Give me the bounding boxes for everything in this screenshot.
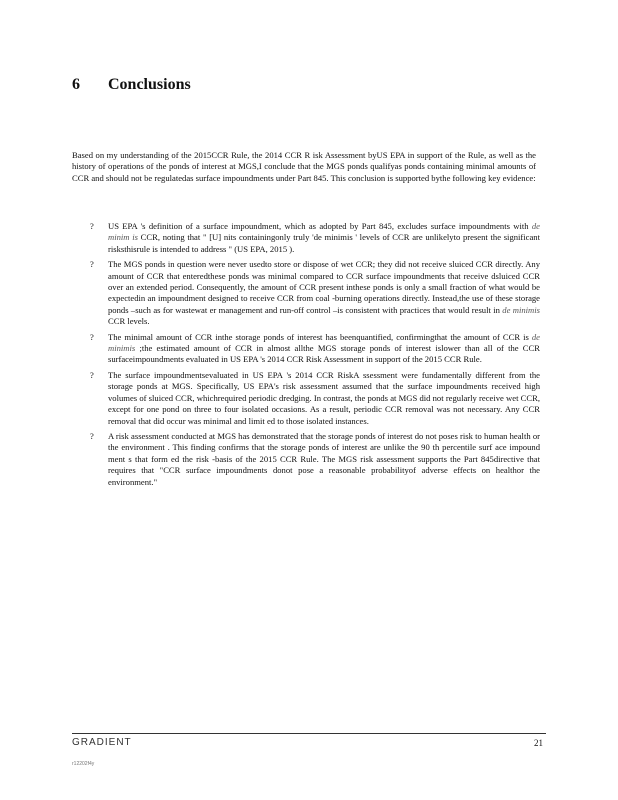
evidence-text: CCR, noting that " [U] nits containingonly truly 'de minimis ' levels of CCR are unlikelyto present the significant risksthisrule is intended to address " (US EPA, 2015 ). bbox=[108, 232, 540, 254]
bullet-marker: ? bbox=[90, 331, 94, 342]
footer-divider bbox=[72, 733, 546, 734]
evidence-list bbox=[90, 221, 540, 492]
evidence-text: ;the estimated amount of CCR in almost allthe MGS storage ponds of interest islower than all of the CCR surfaceimpoundments evaluated in US EPA 's 2014 CCR Risk Assessment in support of the 2015 CCR Rule. bbox=[108, 343, 540, 365]
evidence-text: The MGS ponds in question were never usedto store or dispose of wet CCR; they did not receive sluiced CCR directly. Any amount of CCR that enteredthese ponds was minimal compared to CCR surface impoundments that receive dsluiced CCR over an extended period. Consequently, the amount of CCR present inthese ponds is only a small fraction of what would be expectedin an impoundment designed to receive CCR from coal -burning operations directly. Instead,the use of these storage ponds –such as for wastewat er management and run-off control –is consistent with practices that would result in bbox=[108, 259, 540, 315]
evidence-text: CCR levels. bbox=[108, 316, 150, 327]
document-id: r12202f4y bbox=[72, 761, 95, 767]
evidence-text: A risk assessment conducted at MGS has demonstrated that the storage ponds of interest do not poses risk to human health or the environment . This finding confirms that the storage ponds of interest are unlike the 90 th percentile surf ace impound ment s that form ed the risk -basis of the 2015 CCR Rule. The MGS risk assessment supports the Part 845directive that requires that "CCR surface impoundments donot pose a reasonable probabilityof adverse effects on healthor the environment." bbox=[108, 430, 540, 487]
evidence-text: US EPA 's definition of a surface impoundment, which as adopted by Part 845, excludes surface impoundments with bbox=[108, 221, 532, 231]
section-number: 6 bbox=[72, 76, 80, 93]
evidence-item bbox=[90, 370, 540, 427]
evidence-text: The minimal amount of CCR inthe storage ponds of interest has beenquantified, confirmingthat the amount of CCR is bbox=[108, 331, 532, 342]
evidence-item bbox=[90, 431, 540, 488]
intro-paragraph: Based on my understanding of the 2015CCR Rule, the 2014 CCR R isk Assessment byUS EPA in support of the Rule, as well as the history of operations of the ponds of interest at MGS,I conclude that the MGS ponds qualifyas ponds containing minimal amounts of CCR and should not be regulatedas surface impoundments under Part 845. This conclusion is supported bythe following key evidence: bbox=[72, 150, 536, 183]
italic-term: de minimis bbox=[502, 304, 540, 315]
company-logo: GRADIENT bbox=[72, 737, 132, 748]
italic-term: de minim is bbox=[108, 221, 540, 243]
bullet-marker: ? bbox=[90, 259, 94, 270]
evidence-item bbox=[90, 332, 540, 366]
bullet-marker: ? bbox=[90, 221, 94, 231]
page-number: 21 bbox=[534, 738, 543, 748]
italic-term: de minimis bbox=[108, 331, 540, 354]
evidence-text: The surface impoundmentsevaluated in US EPA 's 2014 CCR RiskA ssessment were fundamentally different from the storage ponds at MGS. Specifically, US EPA's risk assessment assumed that the surface impoundments received high volumes of sluiced CCR, whichrequired periodic dredging. In contrast, the ponds at MGS did not regularly receive wet CCR, except for one pond on three to four isolated occasions. As a result, periodic CCR removal was not necessary. Any CCR removal that did occur was minimal and limit ed to those isolated instances. bbox=[108, 369, 540, 426]
bullet-marker: ? bbox=[90, 430, 94, 441]
evidence-item bbox=[90, 221, 540, 255]
section-title: Conclusions bbox=[108, 76, 191, 93]
evidence-item bbox=[90, 259, 540, 327]
bullet-marker: ? bbox=[90, 369, 94, 380]
section-heading bbox=[72, 76, 191, 94]
